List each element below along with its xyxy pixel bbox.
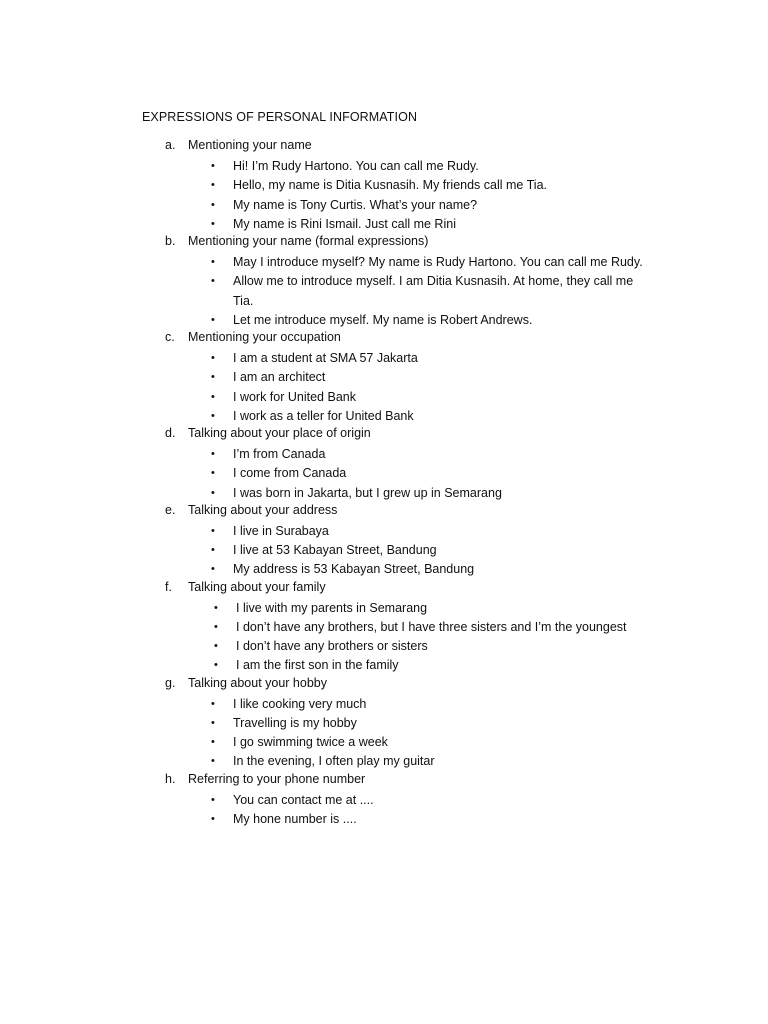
list-item — [0, 176, 768, 195]
bullet-icon: • — [214, 640, 218, 653]
bullet-icon: • — [214, 601, 218, 614]
bullet-list — [0, 157, 768, 234]
section-heading-text: Mentioning your occupation — [188, 330, 341, 344]
section-heading — [0, 772, 768, 791]
section-c — [0, 330, 768, 426]
list-item — [0, 810, 768, 829]
section-heading-text: Mentioning your name — [188, 138, 312, 152]
list-item-text: I go swimming twice a week — [233, 735, 388, 750]
bullet-list — [0, 599, 768, 676]
section-heading-text: Talking about your address — [188, 502, 338, 517]
list-item — [0, 272, 768, 310]
list-item-text: I live with my parents in Semarang — [236, 600, 428, 615]
section-heading — [0, 234, 768, 253]
list-item-text: I work as a teller for United Bank — [233, 408, 414, 423]
list-item — [0, 445, 768, 464]
section-f — [0, 580, 768, 676]
bullet-icon: • — [211, 198, 215, 211]
list-item-text: In the evening, I often play my guitar — [233, 754, 435, 769]
list-item — [0, 253, 768, 272]
list-item-text: You can contact me at .... — [233, 792, 374, 807]
section-letter: a. — [165, 138, 176, 152]
list-item-text: I was born in Jakarta, but I grew up in Semarang — [233, 485, 502, 500]
list-item — [0, 311, 768, 330]
bullet-icon: • — [214, 659, 218, 672]
section-letter: h. — [165, 771, 176, 786]
bullet-icon: • — [211, 716, 215, 729]
section-b — [0, 234, 768, 330]
bullet-icon: • — [211, 217, 215, 230]
bullet-list — [0, 695, 768, 772]
list-item-text: My hone number is .... — [233, 811, 357, 826]
section-heading — [0, 676, 768, 695]
section-letter: c. — [165, 330, 175, 344]
list-item-text: My name is Rini Ismail. Just call me Rini — [233, 216, 456, 231]
list-item — [0, 368, 768, 387]
list-item-text: Let me introduce myself. My name is Robert Andrews. — [233, 312, 533, 327]
section-letter: d. — [165, 426, 176, 440]
list-item-text: Travelling is my hobby — [233, 715, 357, 730]
section-h — [0, 772, 768, 830]
section-heading — [0, 503, 768, 522]
bullet-list — [0, 445, 768, 503]
bullet-icon: • — [211, 524, 215, 537]
bullet-icon: • — [211, 563, 215, 576]
list-item-text: I am the first son in the family — [236, 658, 399, 673]
bullet-icon: • — [211, 467, 215, 480]
list-item-text: I live in Surabaya — [233, 523, 329, 538]
list-item-text: I’m from Canada — [233, 447, 326, 462]
bullet-icon: • — [211, 697, 215, 710]
section-letter: e. — [165, 502, 176, 517]
list-item — [0, 618, 768, 637]
list-item — [0, 733, 768, 752]
list-item — [0, 714, 768, 733]
bullet-icon: • — [211, 812, 215, 825]
list-item-text: I don’t have any brothers, but I have three sisters and I’m the youngest — [236, 619, 627, 634]
list-item-text: I come from Canada — [233, 466, 347, 481]
section-heading-text: Talking about your family — [188, 579, 326, 594]
list-item — [0, 349, 768, 368]
list-item-text: I don’t have any brothers or sisters — [236, 639, 428, 654]
section-heading-text: Mentioning your name (formal expressions) — [188, 234, 429, 248]
bullet-icon: • — [211, 352, 215, 365]
list-item — [0, 484, 768, 503]
bullet-icon: • — [211, 256, 215, 269]
list-item — [0, 791, 768, 810]
section-heading-text: Referring to your phone number — [188, 771, 366, 786]
list-item — [0, 388, 768, 407]
section-list — [0, 138, 768, 829]
section-letter: b. — [165, 234, 176, 248]
list-item — [0, 752, 768, 771]
bullet-icon: • — [211, 448, 215, 461]
list-item — [0, 695, 768, 714]
bullet-icon: • — [211, 736, 215, 749]
bullet-icon: • — [211, 313, 215, 326]
list-item-text: Hi! I’m Rudy Hartono. You can call me Rudy. — [233, 159, 479, 174]
bullet-icon: • — [211, 755, 215, 768]
list-item — [0, 599, 768, 618]
list-item-text: May I introduce myself? My name is Rudy Hartono. You can call me Rudy. — [233, 255, 643, 270]
section-letter: g. — [165, 675, 176, 690]
section-a — [0, 138, 768, 234]
bullet-icon: • — [211, 179, 215, 192]
list-item-text: Hello, my name is Ditia Kusnasih. My friends call me Tia. — [233, 178, 547, 193]
section-heading-text: Talking about your hobby — [188, 675, 327, 690]
list-item — [0, 407, 768, 426]
list-item-text: I work for United Bank — [233, 389, 356, 404]
bullet-list — [0, 522, 768, 580]
section-e — [0, 503, 768, 580]
list-item-text: My address is 53 Kabayan Street, Bandung — [233, 562, 475, 577]
list-item — [0, 157, 768, 176]
list-item — [0, 560, 768, 579]
list-item-text: Allow me to introduce myself. I am Ditia Kusnasih. At home, they call me Tia. — [233, 274, 634, 308]
bullet-icon: • — [211, 793, 215, 806]
section-d — [0, 426, 768, 503]
bullet-icon: • — [211, 390, 215, 403]
list-item — [0, 637, 768, 656]
bullet-icon: • — [211, 486, 215, 499]
list-item — [0, 541, 768, 560]
bullet-list — [0, 791, 768, 829]
bullet-icon: • — [211, 371, 215, 384]
list-item — [0, 215, 768, 234]
section-heading — [0, 138, 768, 157]
section-letter: f. — [165, 579, 172, 594]
bullet-list — [0, 253, 768, 330]
bullet-icon: • — [214, 620, 218, 633]
list-item — [0, 522, 768, 541]
bullet-icon: • — [211, 275, 215, 288]
list-item-text: My name is Tony Curtis. What’s your name? — [233, 197, 478, 212]
bullet-list — [0, 349, 768, 426]
list-item-text: I live at 53 Kabayan Street, Bandung — [233, 543, 437, 558]
bullet-icon: • — [211, 409, 215, 422]
section-heading — [0, 426, 768, 445]
section-heading — [0, 580, 768, 599]
document-title: EXPRESSIONS OF PERSONAL INFORMATION — [142, 110, 418, 124]
list-item-text: I like cooking very much — [233, 696, 367, 711]
section-g — [0, 676, 768, 772]
list-item-text: I am an architect — [233, 370, 326, 385]
list-item — [0, 656, 768, 675]
list-item — [0, 464, 768, 483]
bullet-icon: • — [211, 160, 215, 173]
list-item-text: I am a student at SMA 57 Jakarta — [233, 351, 418, 366]
list-item — [0, 196, 768, 215]
bullet-icon: • — [211, 544, 215, 557]
section-heading-text: Talking about your place of origin — [188, 426, 371, 440]
section-heading — [0, 330, 768, 349]
